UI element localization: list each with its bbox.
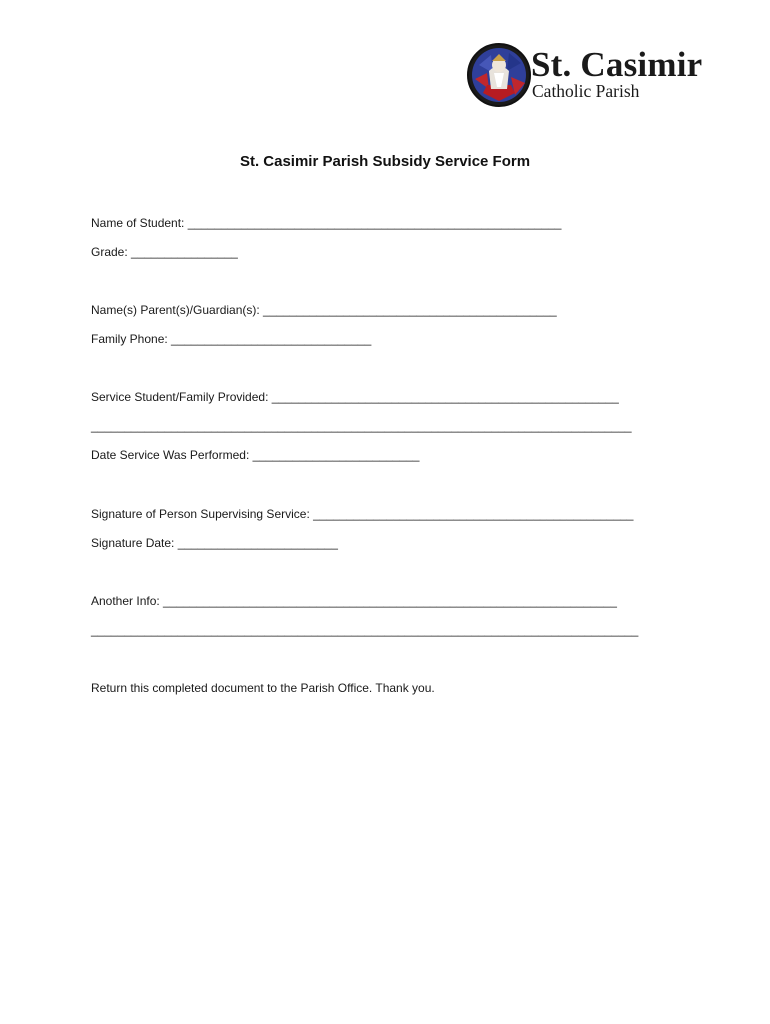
form-title: St. Casimir Parish Subsidy Service Form — [239, 153, 531, 170]
parish-logo — [467, 43, 727, 109]
student-name-field: Name of Student: ________________________________________________________ — [91, 216, 562, 230]
service-date-field: Date Service Was Performed: _________________________ — [91, 448, 420, 462]
logo-parish-subtitle: Catholic Parish — [532, 81, 640, 101]
logo-parish-name: St. Casimir — [531, 45, 703, 84]
return-instructions: Return this completed document to the Parish Office. Thank you. — [91, 681, 435, 695]
parent-names-field: Name(s) Parent(s)/Guardian(s): ____________________________________________ — [91, 303, 557, 317]
grade-field: Grade: ________________ — [91, 245, 238, 259]
saint-casimir-seal-icon — [467, 43, 531, 107]
another-info-continuation-line: __________________________________________________________________________________ — [91, 623, 639, 637]
service-provided-continuation-line: _________________________________________________________________________________ — [91, 419, 632, 433]
family-phone-field: Family Phone: ______________________________ — [91, 332, 372, 346]
signature-date-field: Signature Date: ________________________ — [91, 536, 338, 550]
service-provided-field: Service Student/Family Provided: ____________________________________________________ — [91, 390, 619, 404]
supervisor-signature-field: Signature of Person Supervising Service: ________________________________________________ — [91, 507, 634, 521]
another-info-field: Another Info: ____________________________________________________________________ — [91, 594, 617, 608]
